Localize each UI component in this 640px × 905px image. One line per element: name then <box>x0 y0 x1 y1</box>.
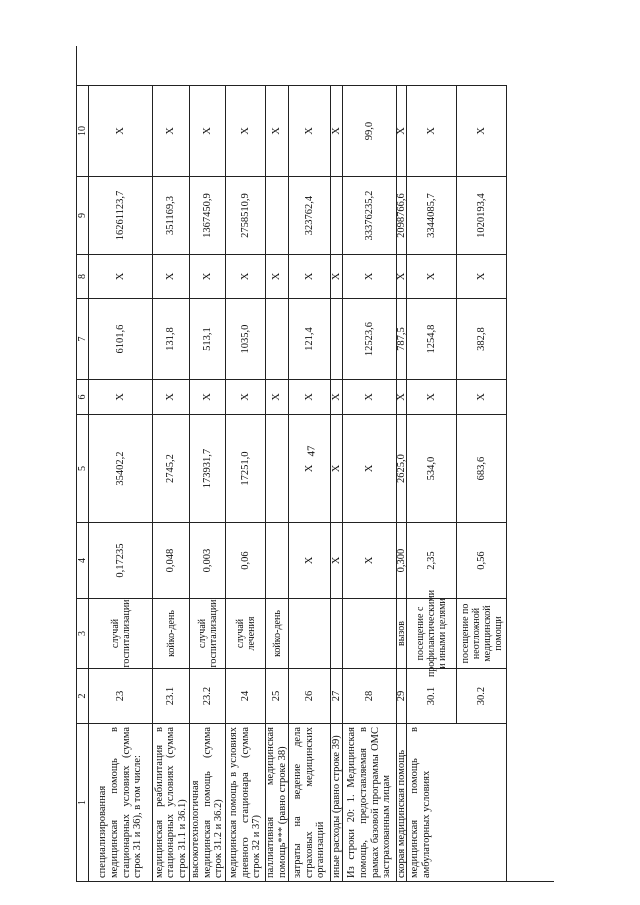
cell-c10: X <box>226 85 266 176</box>
cell-c7 <box>266 298 289 379</box>
cell-unit: случай госпитализации <box>89 598 153 668</box>
cell-c8: X <box>153 254 190 298</box>
cell-unit: случай госпитализации <box>190 598 226 668</box>
cell-c8: X <box>190 254 226 298</box>
cell-cost: X <box>331 414 343 522</box>
header-col-2: 2 <box>77 668 89 723</box>
cell-norm: X <box>343 522 397 598</box>
cell-line: 29 <box>397 668 407 723</box>
cell-c6: X <box>266 379 289 414</box>
cell-unit <box>331 598 343 668</box>
cell-c10: 99,0 <box>343 85 397 176</box>
cell-unit: случай лечения <box>226 598 266 668</box>
cell-line: 26 <box>289 668 331 723</box>
cell-name: иные расходы (равно строке 39) <box>331 723 343 881</box>
cell-cost: X <box>343 414 397 522</box>
cell-c7: 382,8 <box>457 298 507 379</box>
cell-c8: X <box>457 254 507 298</box>
cell-name: специализированная медицинская помощь в стационарных условиях (сумма строк 31 и 36), в том числе: <box>89 723 153 881</box>
cell-cost: X <box>289 414 331 522</box>
cell-c7: 6101,6 <box>89 298 153 379</box>
cell-c8: X <box>343 254 397 298</box>
cell-c8: X <box>226 254 266 298</box>
cell-c6: X <box>226 379 266 414</box>
cell-c6: X <box>457 379 507 414</box>
cell-name: паллиативная медицинская помощь*** (равно строке 38) <box>266 723 289 881</box>
cell-c9: 2098766,6 <box>397 176 407 254</box>
rotated-table <box>76 46 554 882</box>
cell-cost: 2625,0 <box>397 414 407 522</box>
cell-c9: 1020193,4 <box>457 176 507 254</box>
cell-norm <box>266 522 289 598</box>
cell-c10: X <box>457 85 507 176</box>
cell-c9: 16261123,7 <box>89 176 153 254</box>
cell-line: 25 <box>266 668 289 723</box>
cell-unit <box>343 598 397 668</box>
cell-c10: X <box>190 85 226 176</box>
header-col-5: 5 <box>77 414 89 522</box>
cell-c7: 1254,8 <box>407 298 457 379</box>
cell-norm: 0,17235 <box>89 522 153 598</box>
cell-cost: 173931,7 <box>190 414 226 522</box>
cell-c10: X <box>153 85 190 176</box>
cell-line: 30.2 <box>457 668 507 723</box>
cell-unit: посещение по неотложной медицинской помощи <box>457 598 507 668</box>
cell-c6: X <box>190 379 226 414</box>
header-col-1: 1 <box>77 723 89 881</box>
cell-c9: 2758510,9 <box>226 176 266 254</box>
cell-name: Из строки 20: 1. Медицинская помощь, предоставляемая в рамках базовой программы ОМС застрахованным лицам <box>343 723 397 881</box>
cell-c6: X <box>89 379 153 414</box>
cell-c7: 121,4 <box>289 298 331 379</box>
cell-c9: 323762,4 <box>289 176 331 254</box>
cell-name: высокотехнологичная медицинская помощь (сумма строк 31.2 и 36.2) <box>190 723 226 881</box>
cell-norm: 0,06 <box>226 522 266 598</box>
cell-line: 27 <box>331 668 343 723</box>
header-col-9: 9 <box>77 176 89 254</box>
cell-norm: X <box>331 522 343 598</box>
cell-line: 23.2 <box>190 668 226 723</box>
cell-c7: 1035,0 <box>226 298 266 379</box>
cell-line: 24 <box>226 668 266 723</box>
header-col-7: 7 <box>77 298 89 379</box>
cell-c10: X <box>289 85 331 176</box>
cell-cost: 17251,0 <box>226 414 266 522</box>
cell-line: 28 <box>343 668 397 723</box>
cell-norm: 2,35 <box>407 522 457 598</box>
cell-norm: 0,56 <box>457 522 507 598</box>
cell-line: 23 <box>89 668 153 723</box>
cell-c8: X <box>407 254 457 298</box>
cell-name: затраты на ведение дела страховых медицинских организаций <box>289 723 331 881</box>
cell-c7: 513,1 <box>190 298 226 379</box>
cell-cost: 683,6 <box>457 414 507 522</box>
cell-c9: 3344085,7 <box>407 176 457 254</box>
page-number: 47 <box>305 445 318 457</box>
cell-cost: 35402,2 <box>89 414 153 522</box>
cell-c9: 351169,3 <box>153 176 190 254</box>
cell-norm: 0,300 <box>397 522 407 598</box>
data-table <box>76 46 554 882</box>
cell-c8: X <box>89 254 153 298</box>
cell-name: медицинская помощь в условиях дневного стационара (сумма строк 32 и 37) <box>226 723 266 881</box>
cell-c9: 33376235,2 <box>343 176 397 254</box>
cell-unit <box>289 598 331 668</box>
cell-c9 <box>266 176 289 254</box>
table-container <box>76 46 554 882</box>
cell-cost: 534,0 <box>407 414 457 522</box>
cell-c9 <box>331 176 343 254</box>
cell-c6: X <box>343 379 397 414</box>
header-col-4: 4 <box>77 522 89 598</box>
header-col-10: 10 <box>77 85 89 176</box>
cell-norm: X <box>289 522 331 598</box>
cell-norm: 0,003 <box>190 522 226 598</box>
cell-name: скорая медицинская помощь <box>397 723 407 881</box>
cell-norm: 0,048 <box>153 522 190 598</box>
cell-unit: посещение с профилактическими и иными целями <box>407 598 457 668</box>
cell-c8: X <box>397 254 407 298</box>
header-col-8: 8 <box>77 254 89 298</box>
header-col-3: 3 <box>77 598 89 668</box>
cell-c6: X <box>153 379 190 414</box>
cell-c8: X <box>331 254 343 298</box>
cell-unit: койко-день <box>153 598 190 668</box>
cell-c7 <box>331 298 343 379</box>
cell-c6: X <box>407 379 457 414</box>
cell-c6: X <box>289 379 331 414</box>
cell-c7: 131,8 <box>153 298 190 379</box>
cell-name: медицинская помощь в амбулаторных условиях <box>407 723 507 881</box>
cell-name: медицинская реабилитация в стационарных условиях (сумма строк 31.1 и 36.1) <box>153 723 190 881</box>
header-col-6: 6 <box>77 379 89 414</box>
cell-c10: X <box>89 85 153 176</box>
cell-c10: X <box>331 85 343 176</box>
cell-unit: койко-день <box>266 598 289 668</box>
cell-c7: 787,5 <box>397 298 407 379</box>
cell-c10: X <box>407 85 457 176</box>
cell-c8: X <box>289 254 331 298</box>
cell-c7: 12523,6 <box>343 298 397 379</box>
cell-cost: 2745,2 <box>153 414 190 522</box>
cell-line: 23.1 <box>153 668 190 723</box>
cell-unit: вызов <box>397 598 407 668</box>
cell-line: 30.1 <box>407 668 457 723</box>
cell-c6: X <box>397 379 407 414</box>
cell-cost <box>266 414 289 522</box>
cell-c8: X <box>266 254 289 298</box>
cell-c9: 1367450,9 <box>190 176 226 254</box>
cell-c10: X <box>397 85 407 176</box>
cell-c6: X <box>331 379 343 414</box>
cell-c10: X <box>266 85 289 176</box>
